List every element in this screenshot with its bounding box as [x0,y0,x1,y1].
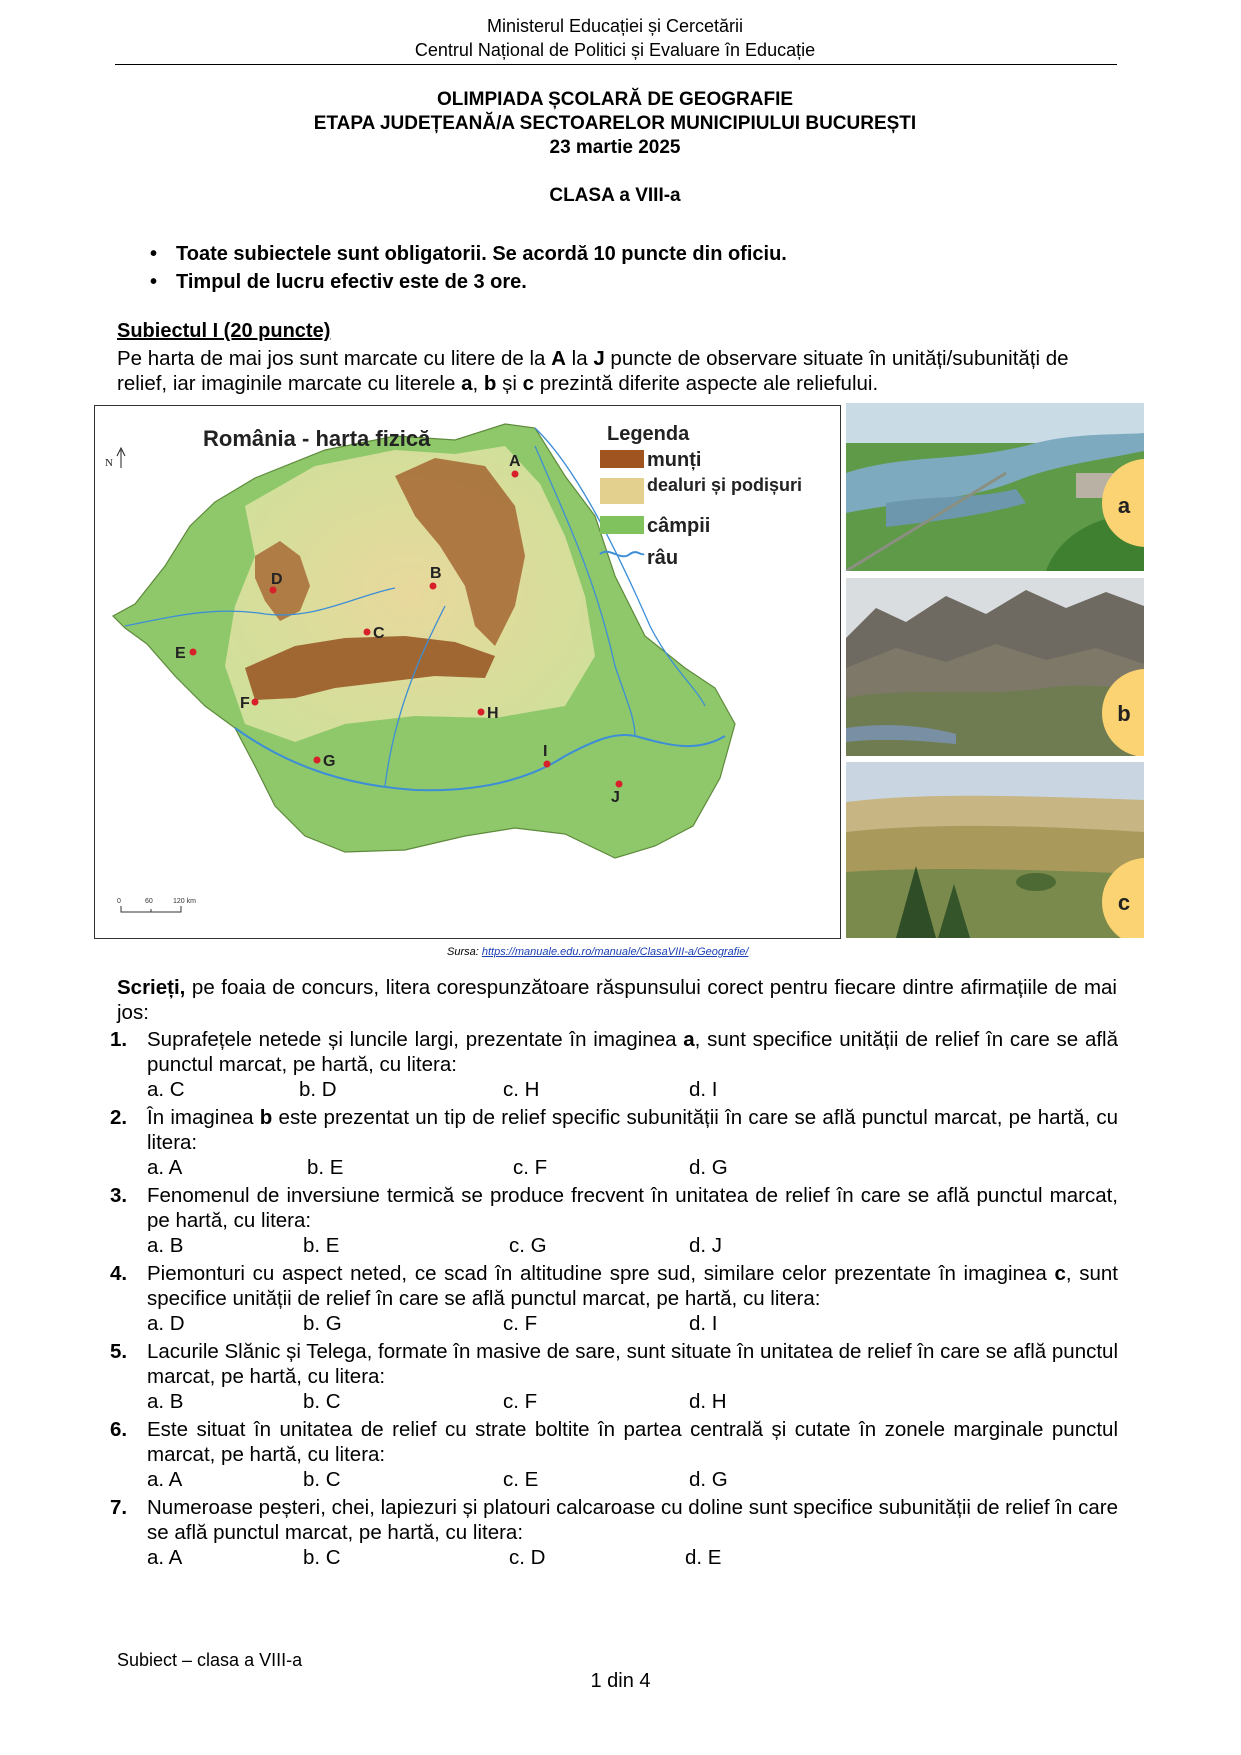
option-a: a. A [147,1546,183,1569]
svg-text:0: 0 [117,898,121,905]
svg-text:D: D [271,571,283,588]
option-b: b. E [307,1156,344,1179]
question-text: Lacurile Slănic și Telega, formate în masive de sare, sunt situate în unitatea de relief în care se află punctul marcat, pe hartă, cu litera: [147,1340,1118,1388]
svg-text:E: E [175,645,186,662]
rules-list [150,240,787,296]
question-text: În imaginea b este prezentat un tip de relief specific subunității în care se află punctul marcat, pe hartă, cu litera: [147,1106,1119,1154]
north-arrow-icon [117,448,125,468]
option-b: b. C [303,1468,341,1491]
olympiad-title: OLIMPIADA ȘCOLARĂ DE GEOGRAFIE [436,89,794,110]
option-d: d. E [685,1546,722,1569]
legend-title: Legenda [607,423,690,445]
question-text: Suprafețele netede și luncile largi, prezentate în imaginea a, sunt specifice unității de relief în care se află punctul marcat, pe hartă, cu litera: [147,1028,1119,1076]
option-c: c. E [503,1468,539,1491]
map-scale-bar [117,898,196,912]
photo-c [846,762,1144,938]
piedmont-image [846,762,1144,938]
option-b: b. C [303,1390,341,1413]
svg-text:H: H [487,705,499,722]
option-d: d. G [689,1468,728,1491]
photo-a [846,403,1144,571]
rule-text: Toate subiectele sunt obligatorii. Se acordă 10 puncte din oficiu. [176,243,787,265]
question-text: Este situat în unitatea de relief cu strate boltite în partea centrală și cutate în zonele marginale punctul marcat, pe hartă, cu litera: [147,1418,1118,1466]
legend-swatch-hills [600,478,644,504]
answer-options [147,1389,1118,1414]
answer-options [147,1077,1118,1102]
question-text: Piemonturi cu aspect neted, ce scad în altitudine spre sud, similare celor prezentate în imaginea c, sunt specifice unității de relief în care se află punctul marcat, pe hartă, cu litera: [147,1262,1119,1310]
question-7 [110,1495,1118,1570]
class-title: CLASA a VIII-a [549,185,681,206]
svg-text:I: I [543,743,548,760]
page-number: 1 din 4 [590,1670,651,1692]
source-link[interactable]: https://manuale.edu.ro/manuale/ClasaVIII-a/Geografie/ [481,946,749,958]
question-number: 7. [110,1496,128,1519]
legend-item-mountains: munți [647,449,702,471]
source-prefix: Sursa: [447,946,482,958]
rule-item [150,240,787,268]
north-arrow-label: N [105,457,113,469]
option-c: c. F [503,1312,538,1335]
glacial-relief-image [846,578,1144,756]
option-c: c. H [503,1078,540,1101]
option-d: d. J [689,1234,723,1257]
rule-item [150,268,787,296]
photo-label-b: b [1117,701,1131,726]
option-d: d. H [689,1390,727,1413]
question-number: 6. [110,1418,128,1441]
option-a: a. A [147,1156,183,1179]
question-6 [110,1417,1118,1492]
option-d: d. G [689,1156,728,1179]
legend-swatch-mountains [600,450,644,468]
option-c: c. D [509,1546,546,1569]
stage-title: ETAPA JUDEȚEANĂ/A SECTOARELOR MUNICIPIULUI BUCUREȘTI [313,113,917,134]
rule-text: Timpul de lucru efectiv este de 3 ore. [176,271,527,293]
legend-item-hills: dealuri și podișuri [647,475,803,495]
map-legend [600,423,802,569]
svg-text:F: F [240,695,250,712]
option-b: b. G [303,1312,342,1335]
photo-label-a: a [1117,493,1131,518]
option-a: a. D [147,1312,185,1335]
option-b: b. E [303,1234,340,1257]
svg-text:60: 60 [145,898,153,905]
question-4 [110,1261,1118,1336]
question-5 [110,1339,1118,1414]
question-text: Numeroase peșteri, chei, lapiezuri și platouri calcaroase cu doline sunt specifice subunității de relief în care se află punctul marcat, pe hartă, cu litera: [147,1496,1118,1544]
question-3 [110,1183,1118,1258]
option-d: d. I [689,1312,718,1335]
answer-options [147,1233,1118,1258]
option-b: b. C [303,1546,341,1569]
question-number: 5. [110,1340,128,1363]
question-number: 4. [110,1262,128,1285]
svg-text:B: B [430,565,442,582]
exam-date: 23 martie 2025 [549,137,681,158]
svg-text:A: A [509,453,521,470]
map-source [447,946,748,958]
svg-text:120 km: 120 km [173,898,196,905]
center-header: Centrul Național de Politici și Evaluare în Educație [414,40,816,60]
floodplain-image [846,403,1144,571]
option-c: c. F [513,1156,548,1179]
option-a: a. A [147,1468,183,1491]
option-a: a. B [147,1234,184,1257]
option-a: a. B [147,1390,184,1413]
svg-text:C: C [373,625,385,642]
legend-item-river: râu [647,547,679,569]
option-c: c. G [509,1234,547,1257]
map-graphic [95,406,840,938]
legend-swatch-plains [600,516,644,534]
option-b: b. D [299,1078,337,1101]
answer-options [147,1311,1118,1336]
map-title: România - harta fizică [203,426,431,451]
answer-options [147,1545,1118,1570]
bullet-icon: • [150,243,158,265]
instructions: Scrieți, pe foaia de concurs, litera corespunzătoare răspunsului corect pentru fiecare dintre afirmațiile de mai jos: [117,976,1117,1024]
subject-intro: Pe harta de mai jos sunt marcate cu litere de la A la J puncte de observare situate în unități/subunități de relief, iar imaginile marcate cu literele a, b și c prezintă diferite aspecte ale reliefului. [117,347,1069,395]
photo-b [846,578,1144,756]
bullet-icon: • [150,271,158,293]
header-divider [115,64,1117,65]
answer-options [147,1155,1118,1180]
footer-subject: Subiect – clasa a VIII-a [117,1650,303,1670]
question-2 [110,1105,1118,1180]
svg-text:G: G [323,753,336,770]
legend-item-plains: câmpii [647,515,711,537]
question-number: 1. [110,1028,128,1051]
question-1 [110,1027,1118,1102]
subject-heading: Subiectul I (20 puncte) [117,320,331,342]
ministry-header: Ministerul Educației și Cercetării [486,16,744,36]
option-d: d. I [689,1078,718,1101]
option-a: a. C [147,1078,185,1101]
question-text: Fenomenul de inversiune termică se produce frecvent în unitatea de relief în care se află punctul marcat, pe hartă, cu litera: [147,1184,1118,1232]
option-c: c. F [503,1390,538,1413]
answer-options [147,1467,1118,1492]
photo-label-c: c [1117,890,1131,915]
svg-text:J: J [611,789,620,806]
question-number: 2. [110,1106,128,1129]
romania-physical-map [94,405,841,939]
question-number: 3. [110,1184,128,1207]
